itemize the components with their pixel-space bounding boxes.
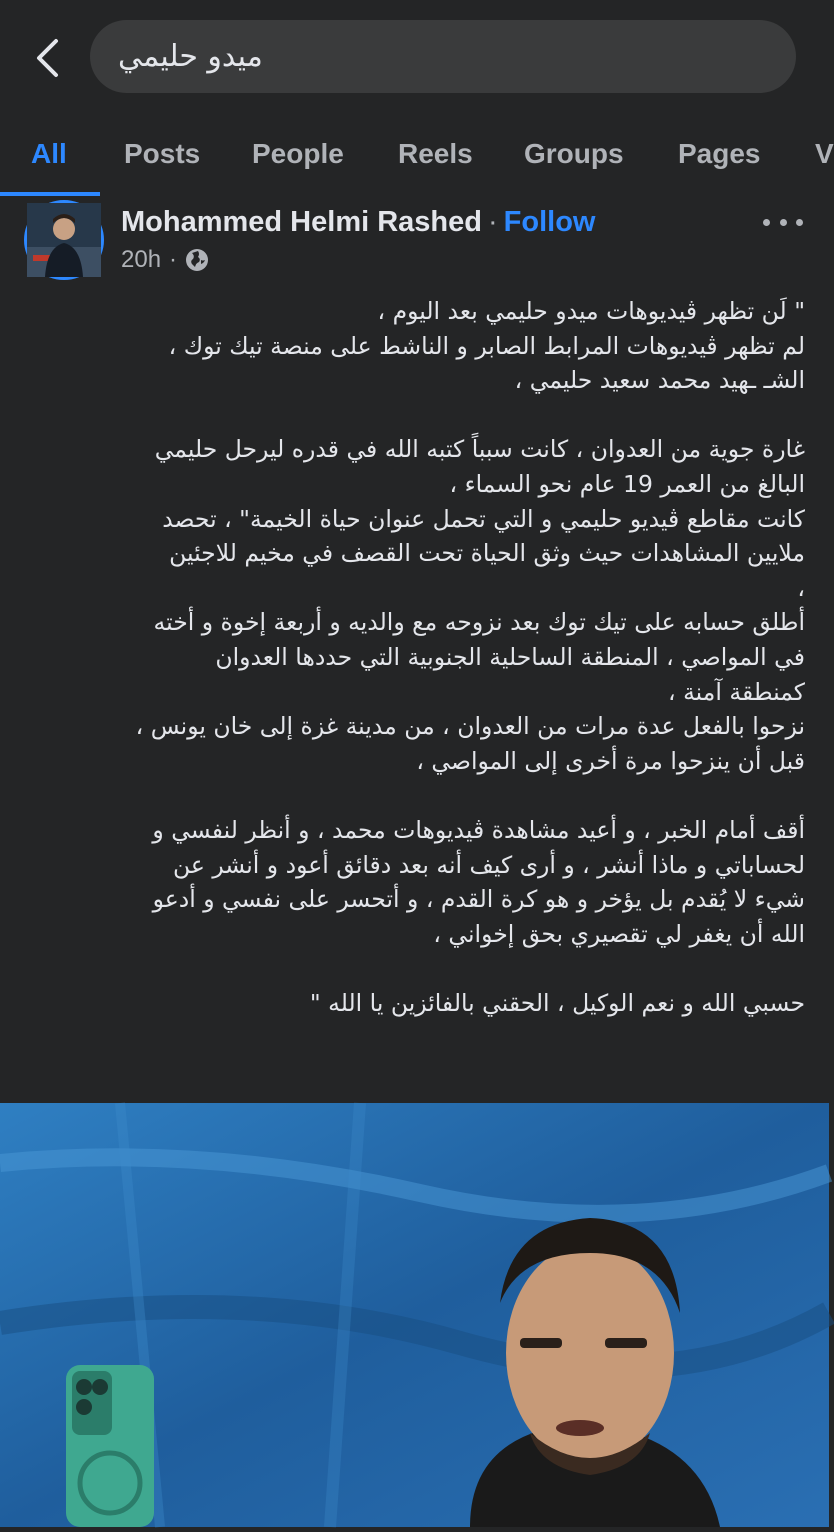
post-text-line: في المواصي ، المنطقة الساحلية الجنوبية التي حددها العدوان — [215, 642, 805, 671]
tab-all[interactable]: All — [31, 138, 67, 169]
post-text-line: " لَن تظهر ڤيديوهات ميدو حليمي بعد اليوم ، — [377, 297, 805, 325]
post-meta — [121, 246, 209, 274]
back-button[interactable] — [22, 30, 72, 86]
chevron-left-icon — [34, 38, 60, 78]
search-bar[interactable] — [90, 20, 796, 93]
post-text-line: ملايين المشاهدات حيث وثق الحياة تحت القصف في مخيم للاجئين — [169, 539, 805, 568]
author-name[interactable]: Mohammed Helmi Rashed — [121, 206, 482, 238]
author-separator: · — [487, 206, 498, 238]
post-text-line — [24, 778, 805, 813]
post-photo — [0, 1103, 829, 1527]
post-text-line: الله أن يغفر لي تقصيري بحق إخواني ، — [433, 919, 805, 948]
author-line — [121, 206, 595, 239]
post-text-line: كانت مقاطع ڤيديو حليمي و التي تحمل عنوان حياة الخيمة" ، تحصد — [162, 504, 805, 533]
post-text-line: كمنطقة آمنة ، — [668, 677, 805, 706]
post-time[interactable]: 20h — [121, 246, 162, 273]
post-text-line: قبل أن ينزحوا مرة أخرى إلى المواصي ، — [416, 746, 805, 775]
tab-reels[interactable]: Reels — [398, 138, 473, 169]
post-text-line: أطلق حسابه على تيك توك بعد نزوحه مع والديه و أربعة إخوة و أخته — [153, 608, 805, 637]
post-image[interactable] — [0, 1103, 829, 1527]
tab-posts[interactable]: Posts — [124, 138, 201, 169]
search-input[interactable] — [116, 38, 770, 75]
tab-videos[interactable]: V — [815, 138, 834, 169]
post-text-line: حسبي الله و نعم الوكيل ، الحقني بالفائزين يا الله " — [309, 988, 805, 1017]
post-text-line — [24, 398, 805, 433]
more-options-button[interactable] — [763, 212, 803, 232]
post-text-line: شيء لا يُقدم بل يؤخر و هو كرة القدم ، و أتحسر على نفسي و أدعو — [152, 885, 805, 914]
more-horizontal-icon — [763, 219, 770, 226]
tab-groups[interactable]: Groups — [524, 138, 624, 169]
author-avatar[interactable] — [24, 200, 104, 280]
post-text-line: ، — [797, 573, 805, 602]
tab-people[interactable]: People — [252, 138, 344, 169]
post-text-line: الشـ ـهيد محمد سعيد حليمي ، — [514, 366, 805, 395]
post-header — [0, 196, 829, 286]
post-text-line — [24, 951, 805, 986]
top-bar — [0, 0, 829, 115]
post-text-line: أقف أمام الخبر ، و أعيد مشاهدة ڤيديوهات محمد ، و أنظر لنفسي و — [152, 815, 805, 844]
post-text-line: لحساباتي و ماذا أنشر ، و أرى كيف أنه بعد دقائق أعود و أنشر عن — [172, 850, 805, 879]
post-text-line: نزحوا بالفعل عدة مرات من العدوان ، من مدينة غزة إلى خان يونس ، — [135, 712, 805, 741]
meta-separator: · — [169, 246, 178, 273]
post-text — [24, 294, 805, 1020]
filter-tabs — [0, 118, 834, 198]
tab-pages[interactable]: Pages — [678, 138, 761, 169]
post-text-line: البالغ من العمر 19 عام نحو السماء ، — [449, 469, 805, 498]
globe-icon — [185, 248, 209, 272]
post-text-line: لم تظهر ڤيديوهات المرابط الصابر و الناشط على منصة تيك توك ، — [168, 331, 805, 360]
post-text-line: غارة جوية من العدوان ، كانت سبباً كتبه الله في قدره ليرحل حليمي — [154, 435, 805, 464]
follow-button[interactable]: Follow — [503, 206, 596, 238]
avatar-photo — [27, 203, 101, 277]
